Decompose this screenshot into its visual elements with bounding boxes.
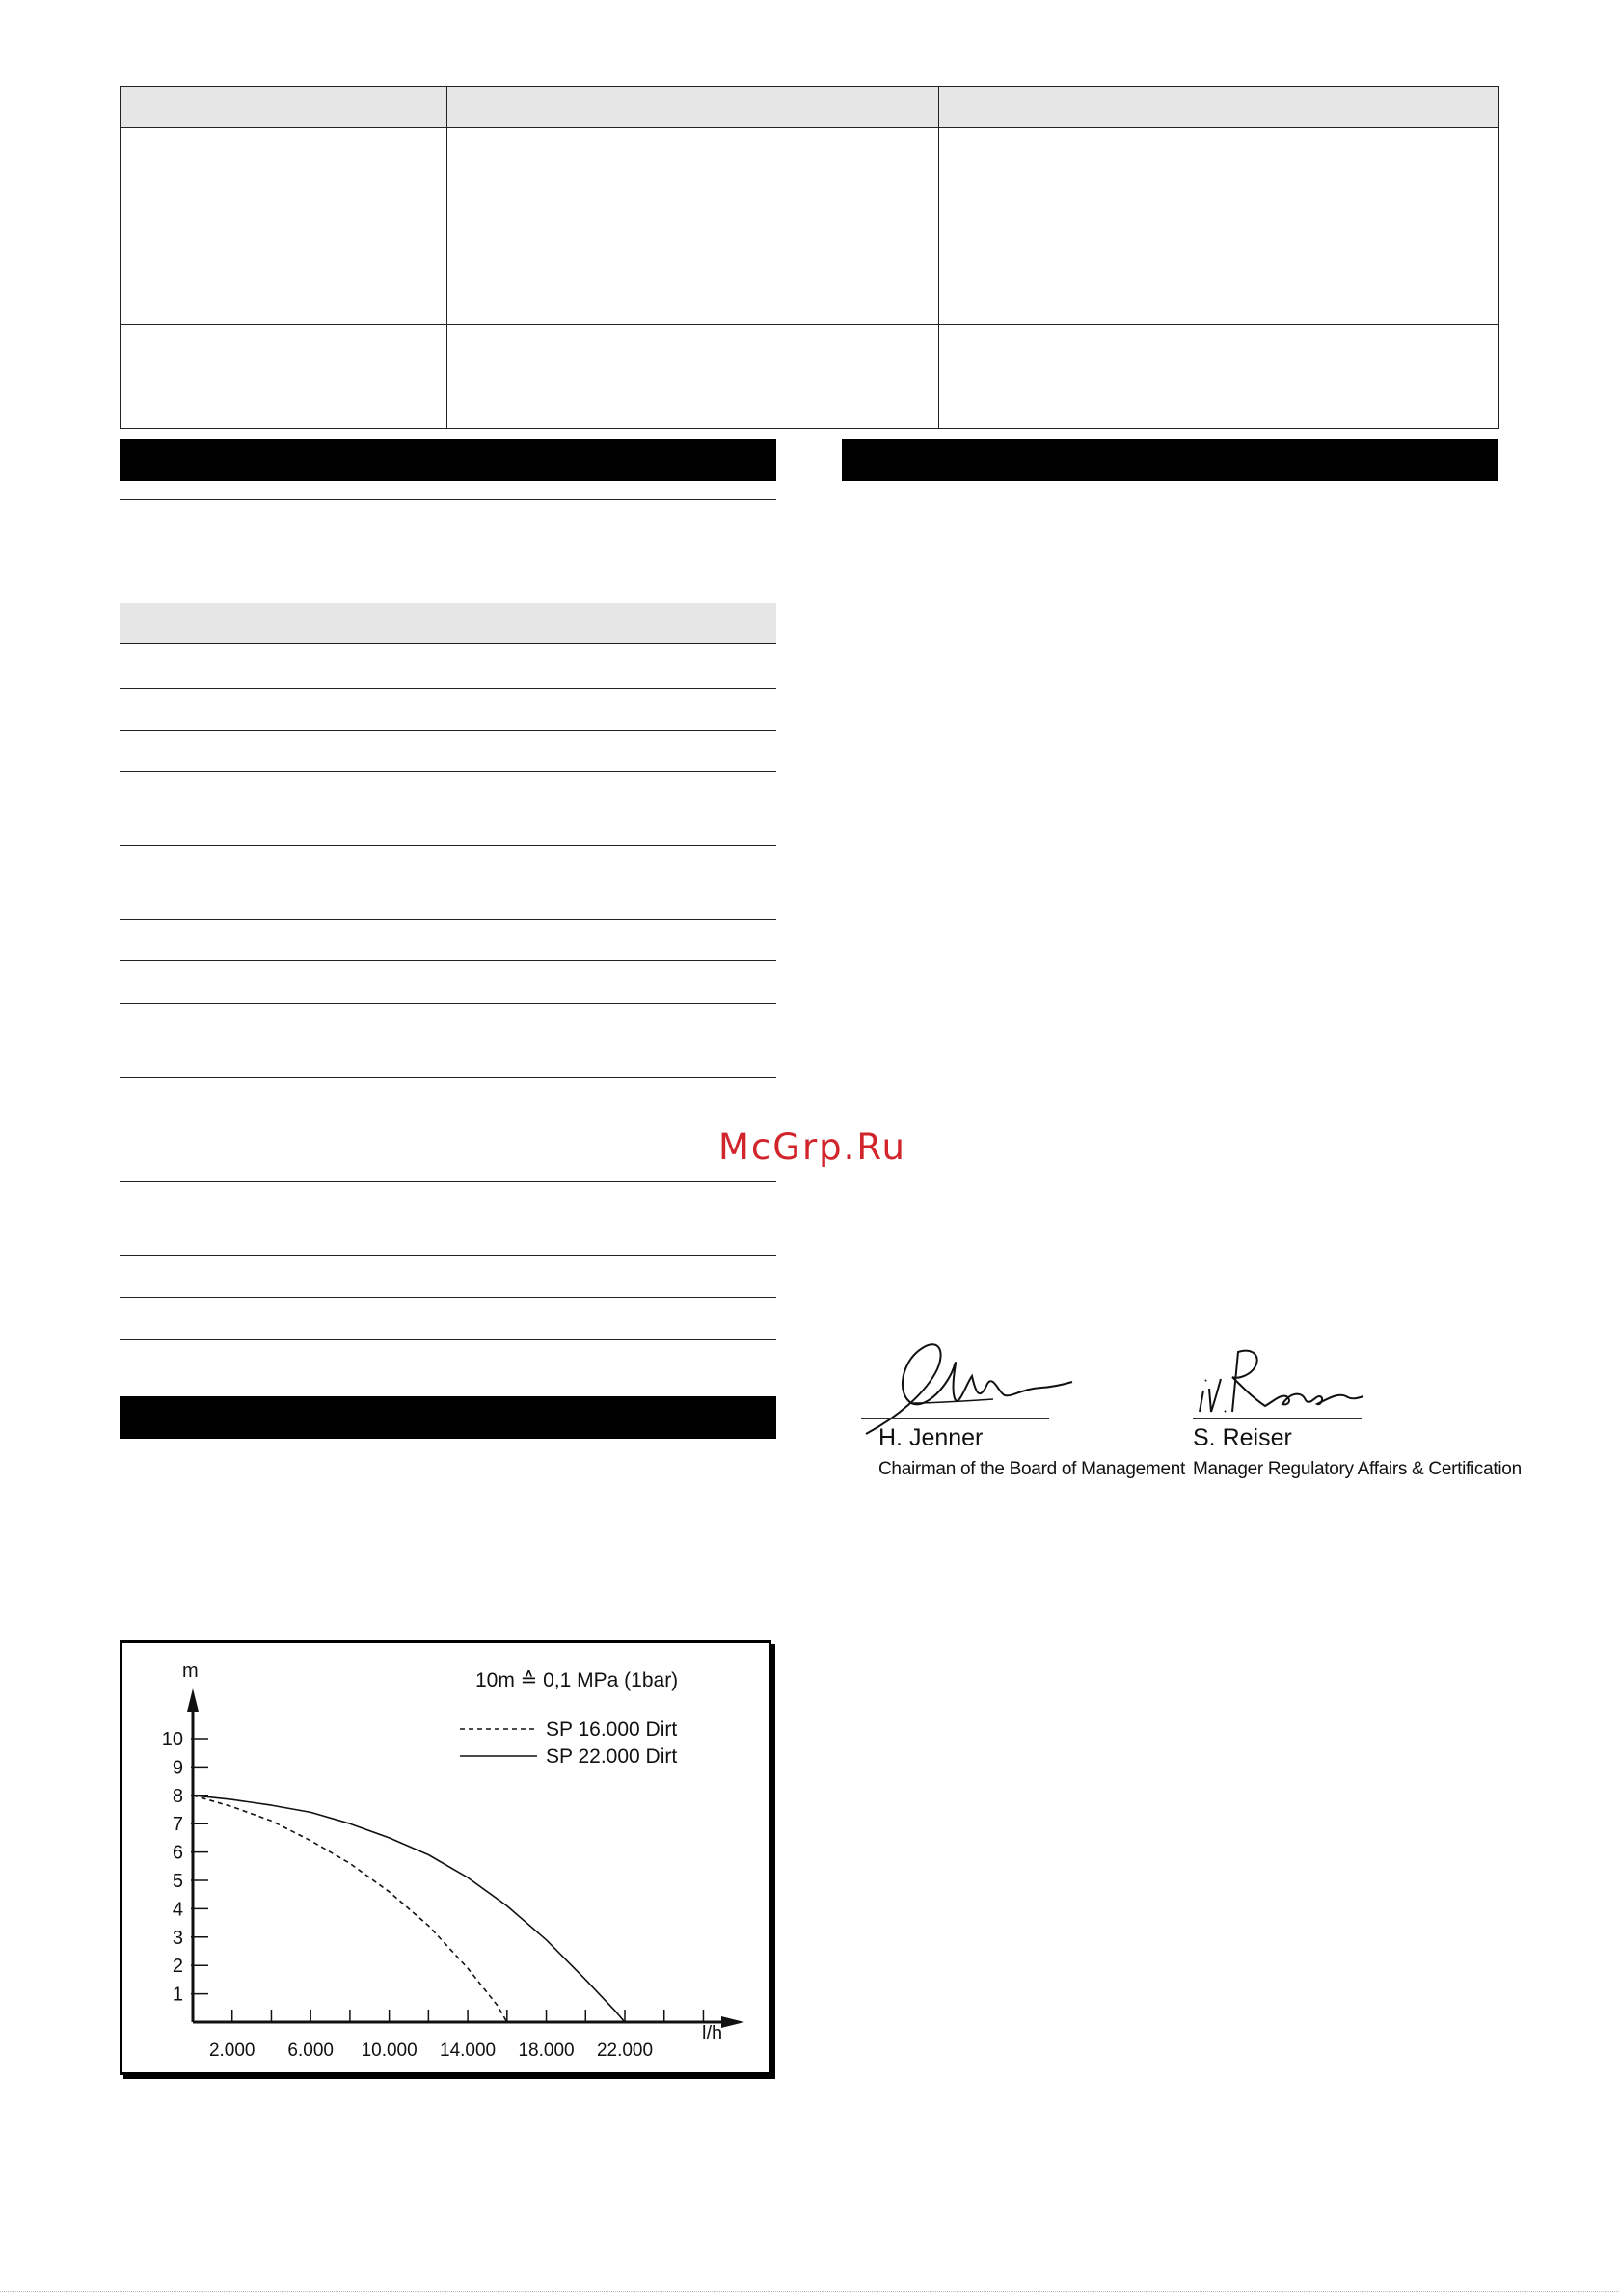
pressure-conversion-note: 10m ≙ 0,1 MPa (1bar) xyxy=(475,1669,679,1691)
y-tick-label: 5 xyxy=(172,1871,183,1892)
y-tick-label: 4 xyxy=(172,1899,183,1921)
x-axis-label: l/h xyxy=(702,2023,723,2044)
footer-divider xyxy=(0,2291,1619,2292)
table-row-divider xyxy=(120,771,776,772)
x-tick-label: 2.000 xyxy=(208,2040,256,2061)
x-tick-label: 14.000 xyxy=(440,2040,497,2061)
y-tick-label: 3 xyxy=(172,1927,183,1949)
table-row-divider xyxy=(120,1077,776,1078)
signatory-name: H. Jenner xyxy=(878,1424,984,1451)
table-row-divider xyxy=(120,688,776,689)
y-tick-label: 6 xyxy=(172,1842,183,1864)
signatory-role: Chairman of the Board of Management xyxy=(878,1459,1185,1479)
y-tick-label: 8 xyxy=(172,1785,183,1807)
signature-line xyxy=(1193,1418,1362,1419)
spec-table-cell xyxy=(447,128,939,324)
section-header-bar-left xyxy=(120,439,776,481)
spec-table-header-cell xyxy=(939,87,1499,128)
y-axis-arrowhead xyxy=(187,1688,199,1712)
signatory-name: S. Reiser xyxy=(1193,1424,1292,1451)
spec-table-row xyxy=(121,128,1499,324)
pump-performance-chart xyxy=(120,1640,771,2075)
section-header-bar-right xyxy=(842,439,1498,481)
table-row-divider xyxy=(120,730,776,731)
spec-table-cell xyxy=(939,324,1499,428)
signature-reiser-image xyxy=(1194,1342,1367,1419)
spec-table xyxy=(120,86,1499,429)
series-line-sp16000 xyxy=(193,1796,507,2022)
spec-table-row xyxy=(121,324,1499,428)
table-row-divider xyxy=(120,1181,776,1182)
section-header-bar-chart xyxy=(120,1396,776,1439)
legend-label-sp22000: SP 22.000 Dirt xyxy=(546,1745,678,1768)
legend-label-sp16000: SP 16.000 Dirt xyxy=(546,1718,678,1741)
x-tick-label: 10.000 xyxy=(361,2040,418,2061)
table-row-divider xyxy=(120,1339,776,1340)
chart-ticks xyxy=(162,1729,704,2061)
y-axis-label: m xyxy=(182,1661,199,1682)
y-tick-label: 10 xyxy=(161,1729,183,1750)
spec-table-cell xyxy=(121,324,447,428)
table-row-divider xyxy=(120,960,776,961)
spec-table-cell xyxy=(939,128,1499,324)
x-tick-label: 6.000 xyxy=(287,2040,334,2061)
tech-table-header xyxy=(120,603,776,644)
watermark-text: McGrp.Ru xyxy=(718,1126,906,1168)
table-row-divider xyxy=(120,1255,776,1256)
y-tick-label: 1 xyxy=(172,1984,183,2006)
spec-table-header-cell xyxy=(447,87,939,128)
x-axis-arrowhead xyxy=(721,2016,744,2028)
table-row-divider xyxy=(120,919,776,920)
table-row-divider xyxy=(120,1003,776,1004)
y-tick-label: 9 xyxy=(172,1757,183,1779)
x-tick-label: 18.000 xyxy=(518,2040,575,2061)
spec-table-cell xyxy=(121,128,447,324)
chart-series-layer xyxy=(193,1796,625,2022)
spec-table-header-cell xyxy=(121,87,447,128)
y-tick-label: 7 xyxy=(172,1814,183,1836)
signatory-role: Manager Regulatory Affairs & Certification xyxy=(1193,1459,1522,1479)
table-row-divider xyxy=(120,845,776,846)
spec-table-header-row xyxy=(121,87,1499,128)
y-tick-label: 2 xyxy=(172,1956,183,1978)
chart-svg xyxy=(122,1643,769,2072)
spec-table-cell xyxy=(447,324,939,428)
table-row-divider xyxy=(120,1297,776,1298)
x-tick-label: 22.000 xyxy=(596,2040,654,2061)
table-top-rule xyxy=(120,499,776,500)
signature-line xyxy=(861,1418,1049,1419)
